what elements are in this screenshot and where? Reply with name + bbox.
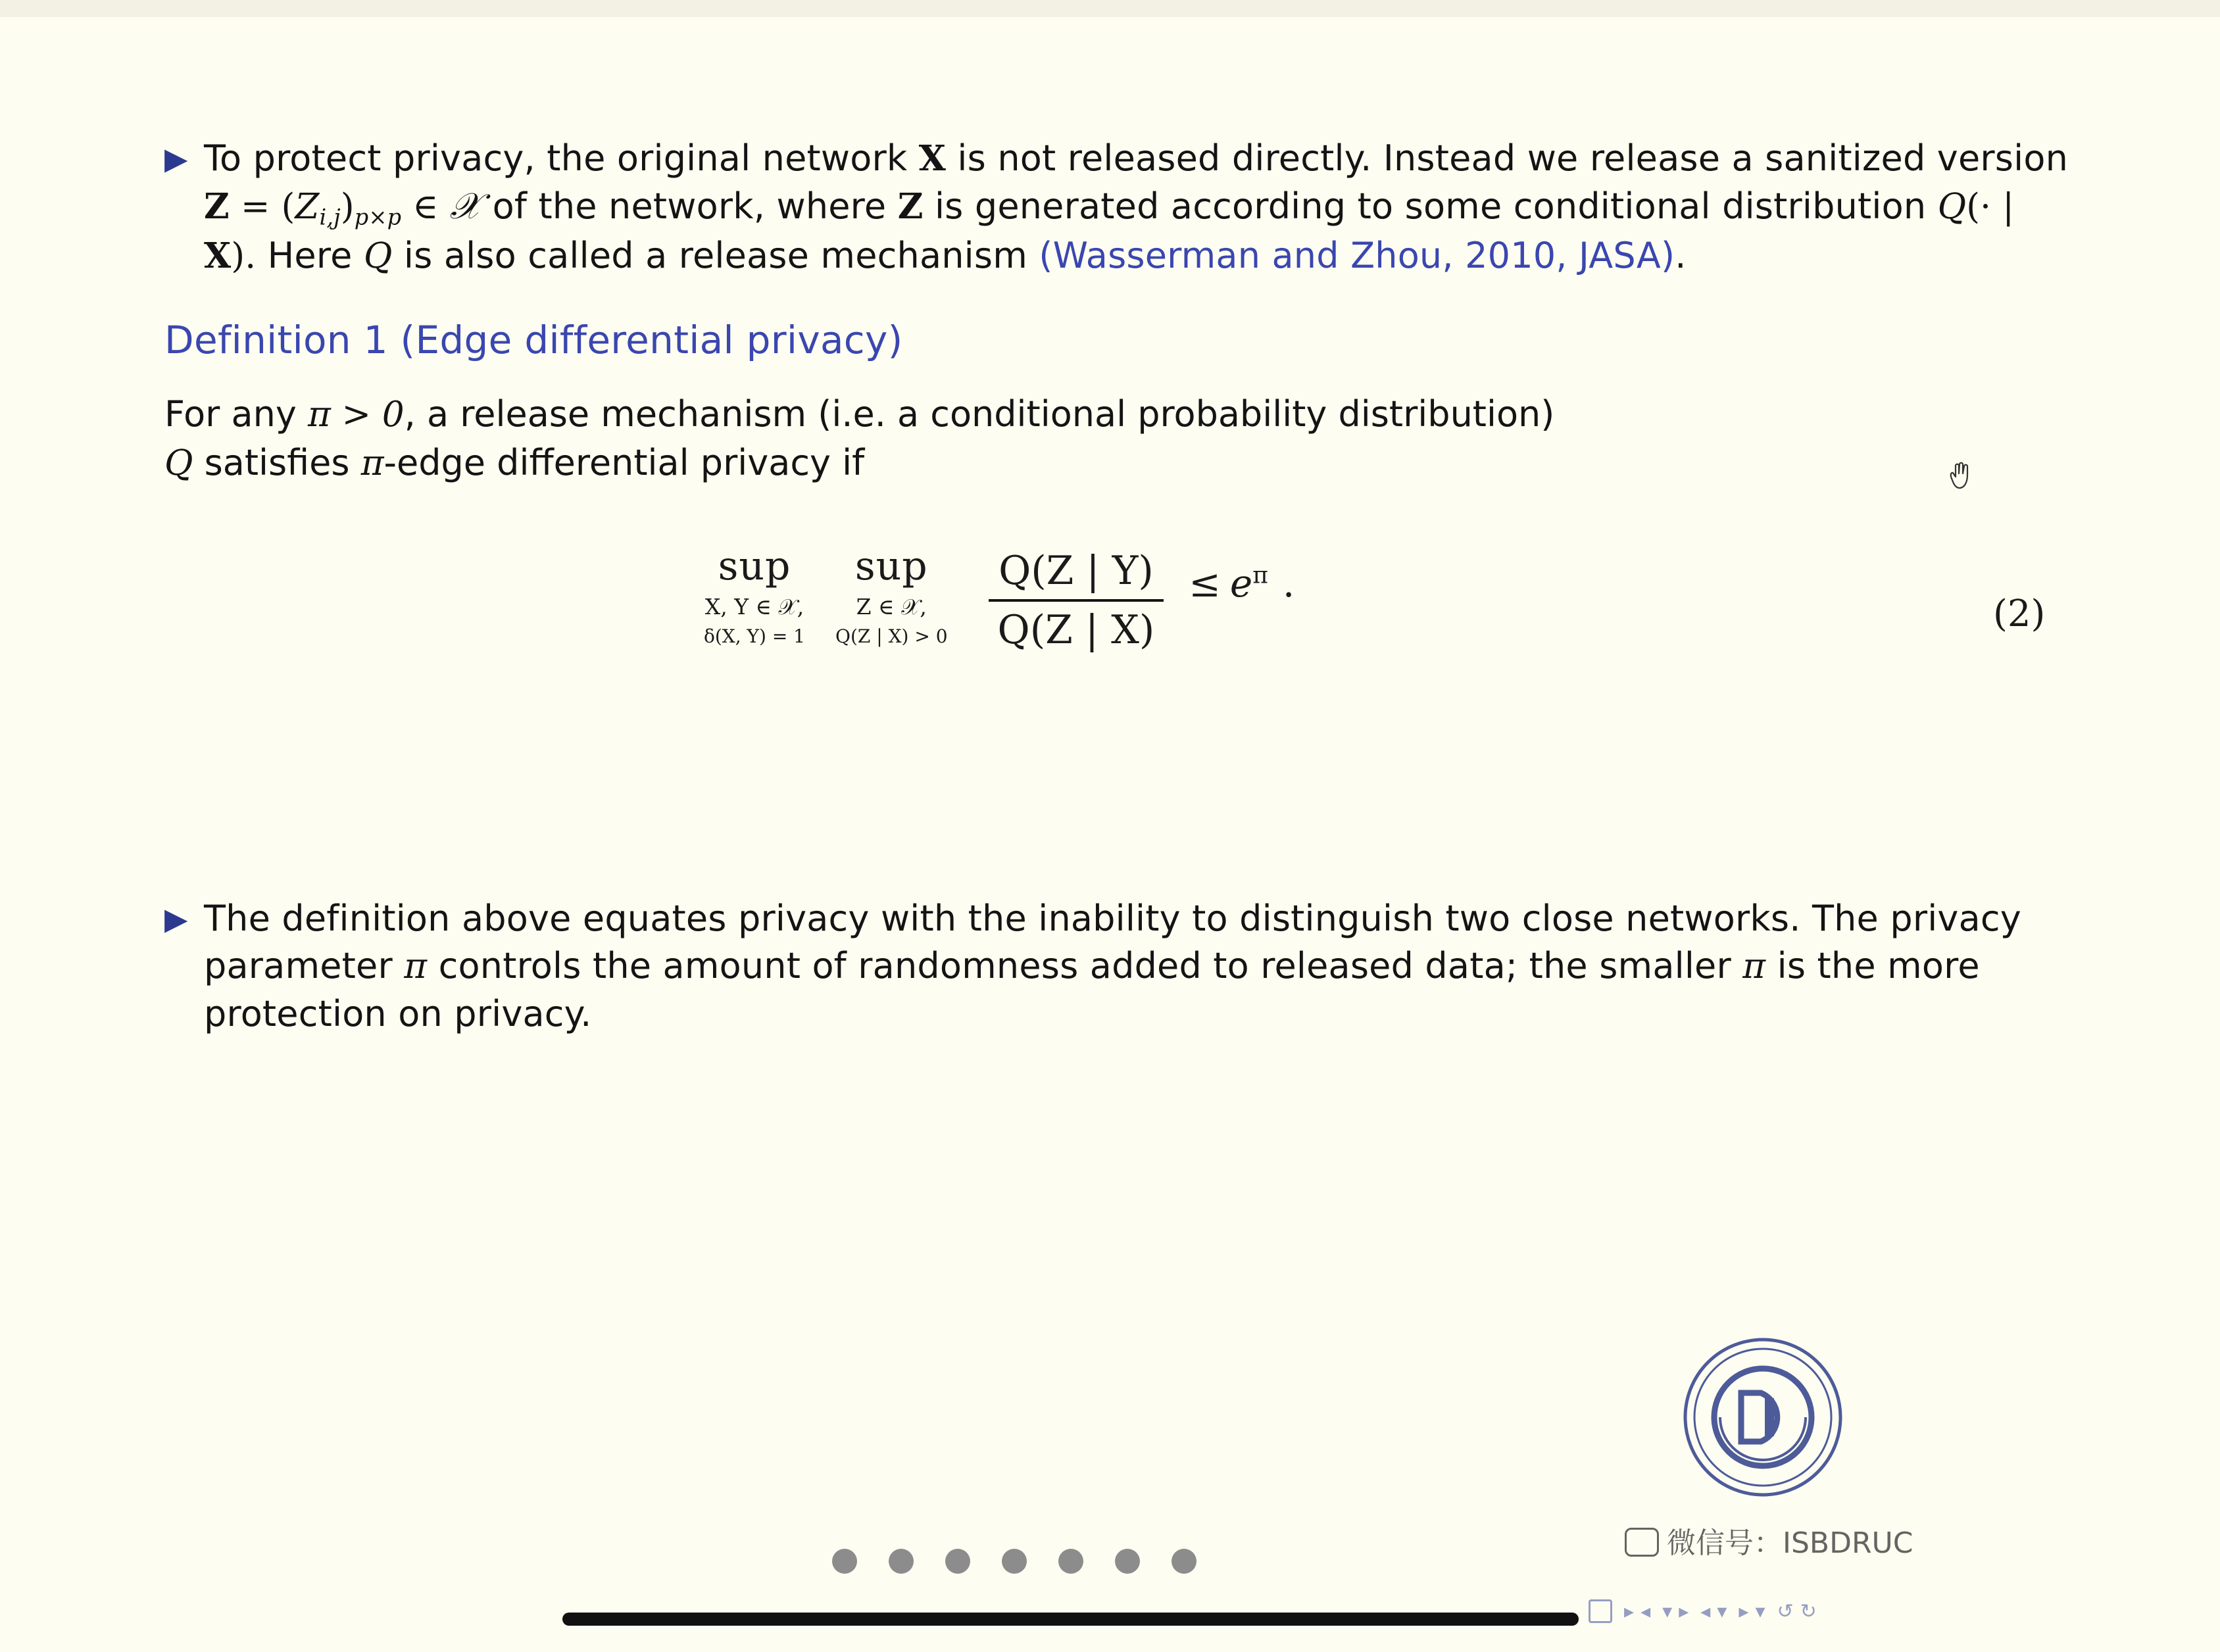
nav-section-group[interactable] bbox=[1700, 1600, 1727, 1623]
rhs-exponential bbox=[1230, 561, 1268, 606]
nav-forward-icon[interactable]: ▸ bbox=[1624, 1599, 1635, 1623]
sup-label-2: sup bbox=[854, 543, 928, 590]
bullet-text-definition-remark bbox=[204, 895, 2072, 1037]
progress-dot[interactable] bbox=[945, 1549, 970, 1574]
nav-down-icon-2[interactable]: ▾ bbox=[1717, 1599, 1727, 1623]
b1-symbol-Zij: Z bbox=[295, 186, 320, 227]
citation-wasserman-zhou[interactable]: (Wasserman and Zhou, 2010, JASA) bbox=[1039, 234, 1675, 276]
progress-dot[interactable] bbox=[1172, 1549, 1196, 1574]
def-line1-a: For any bbox=[164, 393, 308, 435]
nav-slide-icon[interactable] bbox=[1589, 1599, 1612, 1623]
def-pi-condition: π > 0 bbox=[307, 395, 405, 435]
hand-cursor-icon bbox=[1947, 460, 1973, 491]
nav-back-forward-group[interactable] bbox=[1777, 1600, 1817, 1623]
b1-line2-c: of the network, where bbox=[481, 185, 898, 227]
nav-subsection-group[interactable] bbox=[1662, 1600, 1689, 1623]
b1-symbol-Q: Q bbox=[1937, 186, 1967, 227]
sup-limit-2a: Z ∈ 𝒳, bbox=[856, 594, 927, 620]
sup-limit-2b: Q(Z | X) > 0 bbox=[835, 625, 948, 648]
b1-symbol-X: X bbox=[918, 138, 947, 179]
display-equation-row bbox=[164, 543, 2072, 744]
b1-sub-ij: i,j bbox=[319, 204, 341, 230]
b2-line2-a: close networks. The privacy parameter bbox=[204, 898, 2021, 987]
university-logo-watermark bbox=[1681, 1335, 1845, 1499]
video-scrub-bar[interactable] bbox=[562, 1613, 1579, 1626]
progress-dots[interactable] bbox=[832, 1549, 1196, 1574]
b2-line3-b: is the more protection bbox=[204, 945, 1980, 1034]
sup-operator-2 bbox=[835, 543, 948, 648]
fraction-denominator: Q(Z | X) bbox=[997, 607, 1155, 654]
b2-line2-b: controls the amount of bbox=[427, 945, 847, 987]
display-equation bbox=[704, 543, 1304, 654]
progress-dot[interactable] bbox=[832, 1549, 857, 1574]
def-symbol-Q: Q bbox=[164, 443, 193, 484]
b1-paren-close: ) bbox=[340, 186, 355, 227]
b2-pi-2: π bbox=[1742, 946, 1766, 987]
bullet-item-definition-remark bbox=[164, 895, 2072, 1037]
equation-number: (2) bbox=[1993, 593, 2046, 636]
rhs-exponent: π bbox=[1252, 562, 1268, 590]
b2-line4: on privacy. bbox=[398, 992, 592, 1034]
relation-leq: ≤ bbox=[1189, 561, 1221, 606]
sup-label-1: sup bbox=[718, 543, 791, 590]
sup-limit-1a: X, Y ∈ 𝒳, bbox=[704, 594, 804, 620]
progress-dot[interactable] bbox=[1058, 1549, 1083, 1574]
b1-line2-a: we release a sanitized version bbox=[1527, 137, 2068, 179]
likelihood-ratio-fraction bbox=[989, 547, 1164, 654]
fraction-numerator: Q(Z | Y) bbox=[999, 548, 1154, 595]
bullet-marker-icon-2: ▶ bbox=[164, 901, 188, 937]
bullet-marker-icon: ▶ bbox=[164, 141, 188, 176]
b2-line3-a: randomness added to released data; the smaller bbox=[858, 945, 1743, 987]
b1-in-symbol: ∈ bbox=[401, 186, 450, 227]
bullet-text-privacy-release bbox=[204, 135, 2072, 279]
wechat-watermark bbox=[1625, 1519, 1913, 1561]
b1-symbol-X2: X bbox=[204, 235, 232, 276]
equation-period: . bbox=[1282, 561, 1295, 606]
b1-line4-a: also called a release mechanism bbox=[443, 234, 1039, 276]
nav-down-icon-3[interactable]: ▾ bbox=[1755, 1599, 1765, 1623]
fraction-bar bbox=[989, 599, 1164, 602]
nav-back-icon-2[interactable]: ◂ bbox=[1700, 1599, 1711, 1623]
progress-dot[interactable] bbox=[1115, 1549, 1140, 1574]
b2-pi-1: π bbox=[404, 946, 428, 987]
nav-redo-icon[interactable]: ↻ bbox=[1800, 1599, 1817, 1623]
nav-back-icon[interactable]: ◂ bbox=[1640, 1599, 1651, 1623]
bullet-item-privacy-release bbox=[164, 135, 2072, 279]
progress-dot[interactable] bbox=[1002, 1549, 1027, 1574]
rhs-base: e bbox=[1229, 561, 1253, 606]
b1-line1-a: To protect privacy, the original network bbox=[204, 137, 919, 179]
def-symbol-pi: π bbox=[360, 443, 384, 484]
b1-line3-b: Here bbox=[256, 234, 364, 276]
nav-down-icon[interactable]: ▾ bbox=[1662, 1599, 1673, 1623]
b1-eq-open: = ( bbox=[229, 186, 295, 227]
def-line2-a: satisfies bbox=[193, 442, 361, 484]
b1-sub-pxp: p×p bbox=[354, 204, 402, 230]
b1-Q-close: ). bbox=[231, 235, 257, 276]
b1-line1-b: is not released directly. Instead bbox=[946, 137, 1516, 179]
sup-operator-1 bbox=[704, 543, 805, 648]
nav-presentation-group[interactable] bbox=[1739, 1600, 1765, 1623]
sup-limit-1b: δ(X, Y) = 1 bbox=[704, 625, 805, 648]
definition-heading: Definition 1 (Edge differential privacy) bbox=[164, 318, 903, 363]
b1-symbol-Z2: Z bbox=[897, 185, 924, 227]
nav-frame-group[interactable] bbox=[1624, 1600, 1650, 1623]
wechat-id-text: 微信号：ISBDRUC bbox=[1667, 1526, 1913, 1560]
nav-forward-icon-2[interactable]: ▸ bbox=[1679, 1599, 1689, 1623]
def-line2-b: -edge differential privacy if bbox=[383, 442, 865, 484]
beamer-navigation-bar[interactable] bbox=[1589, 1599, 1817, 1623]
wechat-icon bbox=[1625, 1528, 1659, 1557]
nav-forward-icon-3[interactable]: ▸ bbox=[1739, 1599, 1749, 1623]
definition-body bbox=[164, 390, 2072, 487]
b1-symbol-Q2: Q bbox=[363, 235, 393, 276]
b1-Q-arg: (· | bbox=[1966, 186, 2015, 227]
b1-symbol-Z: Z bbox=[204, 185, 230, 227]
b1-line4-b: . bbox=[1675, 234, 1687, 276]
slide-content bbox=[164, 135, 2072, 1063]
def-line1-b: , a release mechanism (i.e. a conditional probability distribution) bbox=[404, 393, 1555, 435]
b1-line3-a: is generated according to some conditional distribution bbox=[934, 185, 1938, 227]
b2-line1: The definition above equates privacy with the inability to distinguish two bbox=[204, 898, 1511, 940]
b1-line3-c: is bbox=[392, 234, 433, 276]
progress-dot[interactable] bbox=[889, 1549, 914, 1574]
top-edge-band bbox=[0, 0, 2220, 17]
nav-undo-icon[interactable]: ↺ bbox=[1777, 1599, 1794, 1623]
b1-calX: 𝒳 bbox=[449, 184, 481, 227]
